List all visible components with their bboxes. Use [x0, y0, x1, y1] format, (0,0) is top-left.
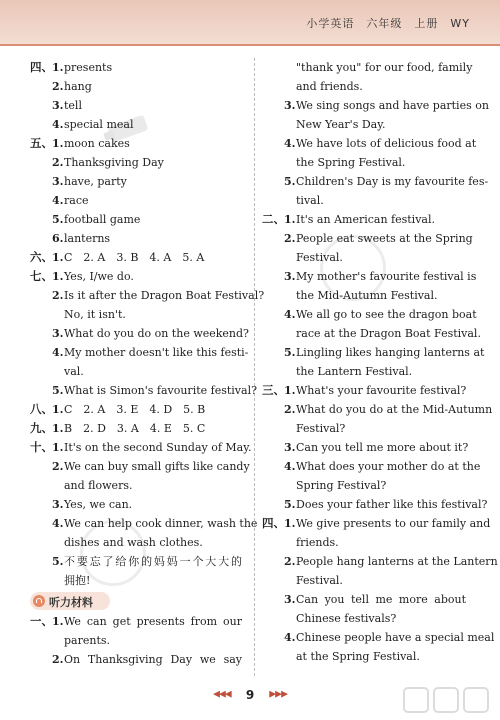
answer-line: [30, 172, 242, 191]
answer-line: [262, 324, 481, 343]
answer-line: [30, 115, 242, 134]
answer-text: What do you do on the weekend?: [64, 327, 249, 340]
question-number: 3.: [284, 270, 296, 283]
answer-text: race: [64, 194, 89, 207]
answer-line: [30, 229, 242, 248]
answer-line: [30, 400, 242, 419]
headphone-icon: [33, 595, 45, 607]
section-number: 三、: [262, 383, 285, 397]
answer-text: What is Simon's favourite festival?: [64, 384, 257, 397]
section-number: 二、: [262, 212, 285, 226]
question-number: 3.: [52, 498, 64, 511]
answer-text: Chinese people have a special meal: [296, 631, 495, 644]
answer-line: [262, 362, 466, 381]
answer-line: [262, 305, 477, 324]
question-number: 2.: [284, 232, 296, 245]
right-column: [262, 58, 498, 666]
answer-line: [30, 650, 242, 669]
answer-text: Lingling likes hanging lanterns at: [296, 346, 485, 359]
answer-continuation: friends.: [296, 536, 339, 549]
corner-logo-icon: [402, 684, 494, 718]
answer-line: [30, 495, 242, 514]
question-number: 3.: [284, 99, 296, 112]
answer-text: Can you tell me more about: [296, 593, 466, 606]
answer-text: What do you do at the Mid-Autumn: [296, 403, 493, 416]
answer-line: [262, 343, 485, 362]
page-number: 9: [245, 687, 255, 702]
section-number: 四、: [30, 60, 53, 74]
answer-line: [262, 552, 498, 571]
answer-text: hang: [64, 80, 92, 93]
answer-line: [262, 210, 466, 229]
answer-continuation: the Lantern Festival.: [296, 365, 413, 378]
answer-line: [30, 286, 265, 305]
answer-line: [262, 419, 466, 438]
answer-line: [262, 267, 477, 286]
section-number: 八、: [30, 402, 53, 416]
question-number: 3.: [284, 441, 296, 454]
question-number: 2.: [284, 403, 296, 416]
answer-continuation: Festival.: [296, 251, 343, 264]
answer-text: Can you tell me more about it?: [296, 441, 469, 454]
answer-line: [30, 324, 249, 343]
answer-continuation: parents.: [64, 634, 111, 647]
answer-line: [262, 172, 489, 191]
section-number: 七、: [30, 269, 53, 283]
question-number: 2.: [52, 460, 64, 473]
question-number: 1.: [52, 615, 64, 628]
question-number: 2.: [284, 555, 296, 568]
answer-continuation: the Spring Festival.: [296, 156, 406, 169]
answer-line: [262, 533, 466, 552]
answer-continuation: Chinese festivals?: [296, 612, 397, 625]
answer-text: football game: [64, 213, 141, 226]
question-number: 4.: [284, 137, 296, 150]
listening-heading: [30, 590, 242, 612]
question-number: 1.: [52, 251, 64, 264]
answer-line: [262, 400, 493, 419]
answer-continuation: and flowers.: [64, 479, 133, 492]
answer-line: [262, 286, 466, 305]
answer-line: [262, 495, 488, 514]
question-number: 1.: [284, 517, 296, 530]
answer-text: We can help cook dinner, wash the: [64, 517, 258, 530]
answer-line: [262, 647, 466, 666]
answer-line: [262, 248, 466, 267]
answer-continuation: No, it isn't.: [64, 308, 126, 321]
answer-continuation: dishes and wash clothes.: [64, 536, 203, 549]
answer-text: Does your father like this festival?: [296, 498, 488, 511]
answer-continuation: New Year's Day.: [296, 118, 386, 131]
question-number: 4.: [52, 517, 64, 530]
answer-line: [30, 438, 252, 457]
answer-line: [30, 381, 257, 400]
answer-text: tell: [64, 99, 82, 112]
listening-badge: [30, 592, 110, 610]
answer-text: We can buy small gifts like candy: [64, 460, 250, 473]
question-number: 3.: [52, 99, 64, 112]
answer-text: special meal: [64, 118, 134, 131]
answer-text: moon cakes: [64, 137, 130, 150]
answer-text: My mother's favourite festival is: [296, 270, 477, 283]
column-divider: [254, 58, 255, 676]
question-number: 6.: [52, 232, 64, 245]
question-number: 2.: [52, 289, 64, 302]
answer-text: What does your mother do at the: [296, 460, 481, 473]
section-number: 十、: [30, 440, 53, 454]
question-number: 4.: [284, 460, 296, 473]
answer-line: [30, 514, 258, 533]
answer-line: [30, 476, 242, 495]
answer-line: [30, 305, 242, 324]
question-number: 5.: [52, 384, 64, 397]
section-number: 四、: [262, 516, 285, 530]
answer-line: [262, 58, 473, 77]
answer-text: We all go to see the dragon boat: [296, 308, 477, 321]
answer-line: [262, 381, 466, 400]
answer-line: [262, 628, 495, 647]
answer-text: We have lots of delicious food at: [296, 137, 477, 150]
answer-text: lanterns: [64, 232, 111, 245]
question-number: 1.: [284, 384, 296, 397]
question-number: 1.: [52, 441, 64, 454]
question-number: 4.: [284, 308, 296, 321]
answer-continuation: Festival.: [296, 574, 343, 587]
answer-line: [262, 609, 466, 628]
answer-line: [30, 267, 242, 286]
answer-line: [262, 115, 466, 134]
answer-line: [30, 362, 242, 381]
answer-line: [30, 612, 242, 631]
section-number: 六、: [30, 250, 53, 264]
answer-text: presents: [64, 61, 113, 74]
answer-continuation: at the Spring Festival.: [296, 650, 420, 663]
answer-line: [262, 514, 491, 533]
answer-text: We sing songs and have parties on: [296, 99, 489, 112]
question-number: 5.: [284, 498, 296, 511]
answer-line: [30, 343, 249, 362]
answer-text: It's on the second Sunday of May.: [64, 441, 252, 454]
answer-text: What's your favourite festival?: [296, 384, 467, 397]
answer-line: [30, 134, 242, 153]
answer-line: [30, 552, 242, 571]
answer-line: [30, 248, 242, 267]
book-title: 小学英语 六年级 上册 WY: [306, 17, 470, 30]
answer-line: [262, 229, 473, 248]
answer-line: [262, 571, 466, 590]
question-number: 5.: [284, 346, 296, 359]
answer-text: C 2. A 3. E 4. D 5. B: [64, 403, 206, 416]
answer-text: Yes, I/we do.: [64, 270, 134, 283]
question-number: 4.: [52, 118, 64, 131]
answer-line: [30, 191, 242, 210]
answer-line: [30, 571, 242, 590]
answer-text: have, party: [64, 175, 127, 188]
question-number: 3.: [284, 593, 296, 606]
answer-line: [30, 77, 242, 96]
answer-text: We give presents to our family and: [296, 517, 491, 530]
question-number: 1.: [52, 61, 64, 74]
question-number: 1.: [284, 213, 296, 226]
listening-label: 听力材料: [49, 596, 93, 609]
answer-line: [30, 533, 242, 552]
answer-text: B 2. D 3. A 4. E 5. C: [64, 422, 206, 435]
answer-text: 不要忘了给你的妈妈一个大大的: [64, 555, 242, 568]
answer-continuation: tival.: [296, 194, 324, 207]
question-number: 5.: [52, 213, 64, 226]
answer-line: [262, 96, 489, 115]
question-number: 4.: [52, 346, 64, 359]
question-number: 1.: [52, 137, 64, 150]
question-number: 1.: [52, 422, 64, 435]
question-number: 4.: [52, 194, 64, 207]
answer-text: It's an American festival.: [296, 213, 435, 226]
answer-text: We can get presents from our: [64, 615, 242, 628]
question-number: 5.: [284, 175, 296, 188]
answer-text: Thanksgiving Day: [64, 156, 164, 169]
question-number: 5.: [52, 555, 64, 568]
answer-text: Is it after the Dragon Boat Festival?: [64, 289, 265, 302]
question-number: 1.: [52, 403, 64, 416]
answer-text: Yes, we can.: [64, 498, 133, 511]
answer-text: On Thanksgiving Day we say: [64, 653, 242, 666]
right-arrows-icon: ▶▶▶: [269, 689, 288, 700]
question-number: 3.: [52, 175, 64, 188]
answer-text: People hang lanterns at the Lantern: [296, 555, 498, 568]
question-number: 2.: [52, 156, 64, 169]
answer-continuation: and friends.: [296, 80, 363, 93]
answer-text: C 2. A 3. B 4. A 5. A: [64, 251, 205, 264]
section-number: 九、: [30, 421, 53, 435]
question-number: 2.: [52, 80, 64, 93]
left-arrows-icon: ◀◀◀: [212, 689, 231, 700]
question-number: 4.: [284, 631, 296, 644]
answer-line: [262, 438, 469, 457]
answer-line: [262, 77, 466, 96]
answer-line: [262, 134, 477, 153]
left-column: [30, 58, 265, 669]
question-number: 1.: [52, 270, 64, 283]
answer-continuation: the Mid-Autumn Festival.: [296, 289, 438, 302]
page-header: [0, 0, 500, 46]
answer-continuation: "thank you" for our food, family: [296, 61, 473, 74]
answer-line: [262, 191, 466, 210]
answer-line: [30, 457, 250, 476]
answer-continuation: 拥抱!: [64, 574, 91, 587]
answer-continuation: Spring Festival?: [296, 479, 387, 492]
answer-continuation: race at the Dragon Boat Festival.: [296, 327, 481, 340]
answer-text: My mother doesn't like this festi-: [64, 346, 249, 359]
answer-line: [30, 419, 242, 438]
answer-line: [30, 58, 242, 77]
answer-text: Children's Day is my favourite fes-: [296, 175, 489, 188]
answer-continuation: val.: [64, 365, 84, 378]
answer-line: [262, 153, 466, 172]
answer-line: [262, 457, 481, 476]
answer-line: [262, 590, 466, 609]
answer-line: [262, 476, 466, 495]
section-number: 一、: [30, 614, 53, 628]
answer-line: [30, 96, 242, 115]
answer-line: [30, 210, 242, 229]
answer-text: People eat sweets at the Spring: [296, 232, 473, 245]
answer-continuation: Festival?: [296, 422, 346, 435]
answer-line: [30, 153, 242, 172]
answer-line: [30, 631, 242, 650]
question-number: 3.: [52, 327, 64, 340]
section-number: 五、: [30, 136, 53, 150]
question-number: 2.: [52, 653, 64, 666]
